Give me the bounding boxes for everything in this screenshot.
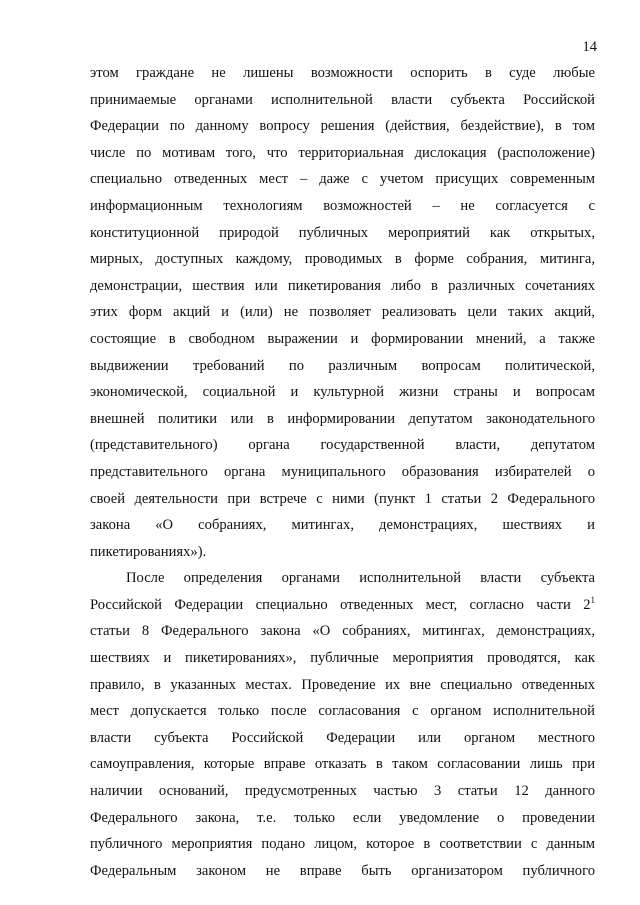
paragraph-2-line: публичного мероприятия подано лицом, которое в соответствии с данным	[90, 836, 595, 853]
paragraph-1-line: Федерации по данному вопросу решения (действия, бездействие), в том	[90, 118, 595, 135]
paragraph-2-line: наличии оснований, предусмотренных частью 3 статьи 12 данного	[90, 783, 595, 800]
paragraph-1-line: демонстрации, шествия или пикетирования либо в различных сочетаниях	[90, 277, 595, 294]
paragraph-1-line: внешней политики или в информировании депутатом законодательного	[90, 410, 595, 427]
paragraph-1-line: мирных, доступных каждому, проводимых в форме собрания, митинга,	[90, 251, 595, 268]
paragraph-2-line: шествиях и пикетированиях», публичные мероприятия проводятся, как	[90, 650, 595, 667]
document-body	[90, 60, 595, 884]
paragraph-2-line-with-superscript	[90, 592, 595, 619]
paragraph-1-line: принимаемые органами исполнительной власти субъекта Российской	[90, 91, 595, 108]
paragraph-1-line: конституционной природой публичных мероприятий как открытых,	[90, 224, 595, 241]
paragraph-1-line: числе по мотивам того, что территориальная дислокация (расположение)	[90, 144, 595, 161]
paragraph-1-line: (представительного) органа государственной власти, депутатом	[90, 437, 595, 454]
paragraph-2-line: Федерального закона, т.е. только если уведомление о проведении	[90, 809, 595, 826]
paragraph-1-line: экономической, социальной и культурной жизни страны и вопросам	[90, 384, 595, 401]
paragraph-2-line: самоуправления, которые вправе отказать в таком согласовании лишь при	[90, 756, 595, 773]
superscript-footnote: 1	[590, 594, 595, 605]
paragraph-1-line: своей деятельности при встрече с ними (пункт 1 статьи 2 Федерального	[90, 490, 595, 507]
paragraph-2-line: Федеральным законом не вправе быть организатором публичного	[90, 862, 595, 879]
paragraph-1-line: закона «О собраниях, митингах, демонстрациях, шествиях и	[90, 517, 595, 534]
paragraph-1-line: выдвижении требований по различным вопросам политической,	[90, 357, 595, 374]
paragraph-2-line: власти субъекта Российской Федерации или органом местного	[90, 729, 595, 746]
page-number: 14	[582, 39, 597, 55]
paragraph-2-line: статьи 8 Федерального закона «О собраниях, митингах, демонстрациях,	[90, 623, 595, 640]
paragraph-1-line: специально отведенных мест – даже с учетом присущих современным	[90, 171, 595, 188]
paragraph-2-line-text: Российской Федерации специально отведенных мест, согласно части 2	[90, 596, 591, 613]
paragraph-2-line: правило, в указанных местах. Проведение их вне специально отведенных	[90, 676, 595, 693]
paragraph-1-line: этих форм акций и (или) не позволяет реализовать цели таких акций,	[90, 304, 595, 321]
paragraph-2-line: После определения органами исполнительной власти субъекта	[126, 570, 595, 587]
paragraph-1-line: пикетированиях»).	[90, 543, 207, 560]
paragraph-2-line: мест допускается только после согласования с органом исполнительной	[90, 703, 595, 720]
paragraph-1-line: представительного органа муниципального образования избирателей о	[90, 463, 595, 480]
paragraph-1-line: состоящие в свободном выражении и формировании мнений, а также	[90, 330, 595, 347]
paragraph-1-line: этом граждане не лишены возможности оспорить в суде любые	[90, 65, 595, 81]
paragraph-1-line: информационным технологиям возможностей – не согласуется с	[90, 197, 595, 214]
